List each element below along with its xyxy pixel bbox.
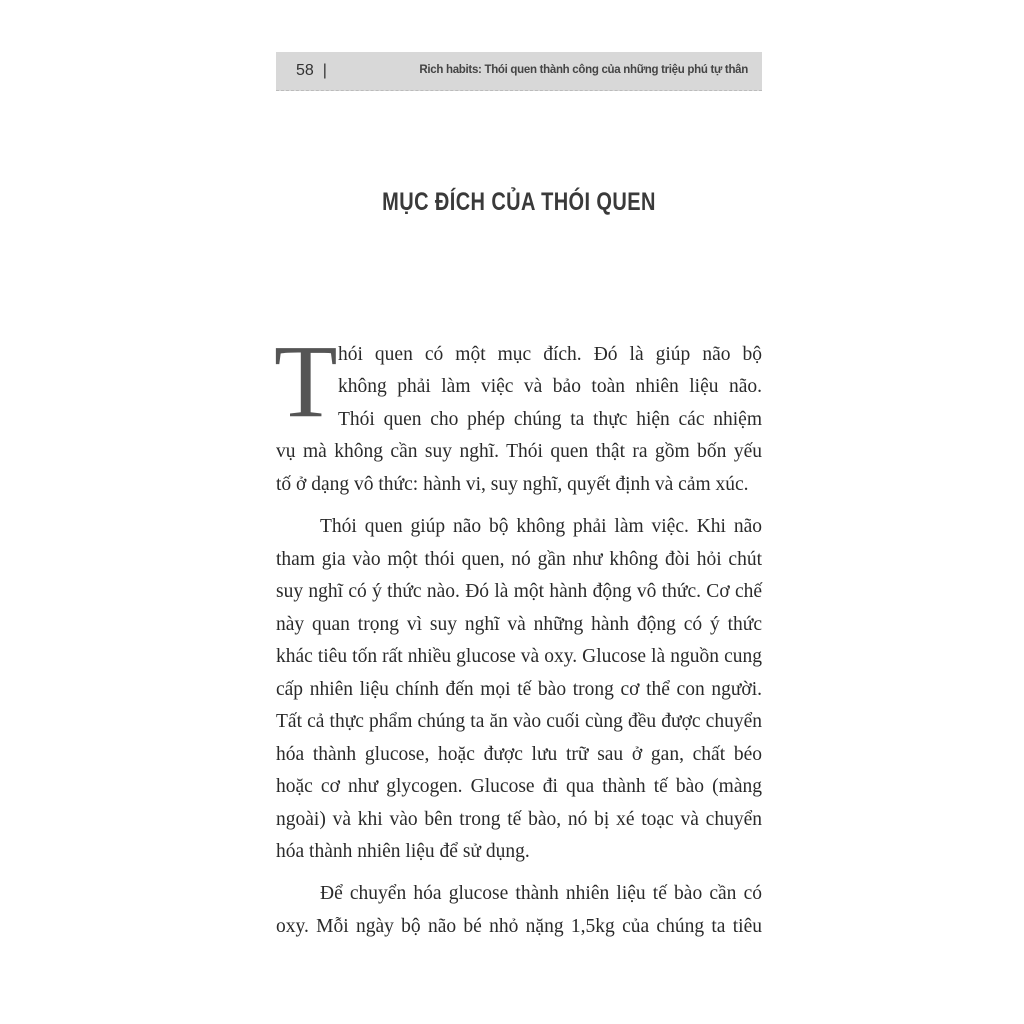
text-line: Tất cả thực phẩm chúng ta ăn vào cuối cùng đều được chuyển	[276, 711, 762, 732]
text-line: khác tiêu tốn rất nhiều glucose và oxy. Glucose là nguồn cung	[276, 646, 762, 667]
text-line: tố ở dạng vô thức: hành vi, suy nghĩ, quyết định và cảm xúc.	[276, 474, 749, 495]
text-line: cấp nhiên liệu chính đến mọi tế bào trong cơ thể con người.	[276, 679, 762, 700]
text-line: hói quen có một mục đích. Đó là giúp não bộ	[338, 344, 762, 365]
text-line: oxy. Mỗi ngày bộ não bé nhỏ nặng 1,5kg của chúng ta tiêu	[276, 916, 762, 937]
drop-cap: T	[274, 324, 338, 439]
text-line: Để chuyển hóa glucose thành nhiên liệu tế bào cần có	[320, 883, 762, 904]
text-line: này quan trọng vì suy nghĩ và những hành động có ý thức	[276, 614, 762, 635]
chapter-title: MỤC ĐÍCH CỦA THÓI QUEN	[382, 188, 656, 216]
text-line: Thói quen giúp não bộ không phải làm việc. Khi não	[320, 516, 762, 537]
text-line: suy nghĩ có ý thức nào. Đó là một hành động vô thức. Cơ chế	[276, 581, 762, 602]
text-line: vụ mà không cần suy nghĩ. Thói quen thật ra gồm bốn yếu	[276, 441, 762, 462]
text-line: hóa thành glucose, hoặc được lưu trữ sau ở gan, chất béo	[276, 744, 762, 765]
page-number: 58 |	[296, 62, 327, 79]
text-line: tham gia vào một thói quen, nó gần như không đòi hỏi chút	[276, 549, 762, 570]
running-header	[276, 52, 762, 91]
text-line: hóa thành nhiên liệu để sử dụng.	[276, 841, 530, 862]
text-line: Thói quen cho phép chúng ta thực hiện các nhiệm	[338, 409, 762, 430]
text-line: không phải làm việc và bảo toàn nhiên liệu não.	[338, 376, 762, 397]
text-line: ngoài) và khi vào bên trong tế bào, nó bị xé toạc và chuyển	[276, 809, 762, 830]
running-title: Rich habits: Thói quen thành công của những triệu phú tự thân	[419, 64, 748, 76]
text-line: hoặc cơ như glycogen. Glucose đi qua thành tế bào (màng	[276, 776, 762, 797]
